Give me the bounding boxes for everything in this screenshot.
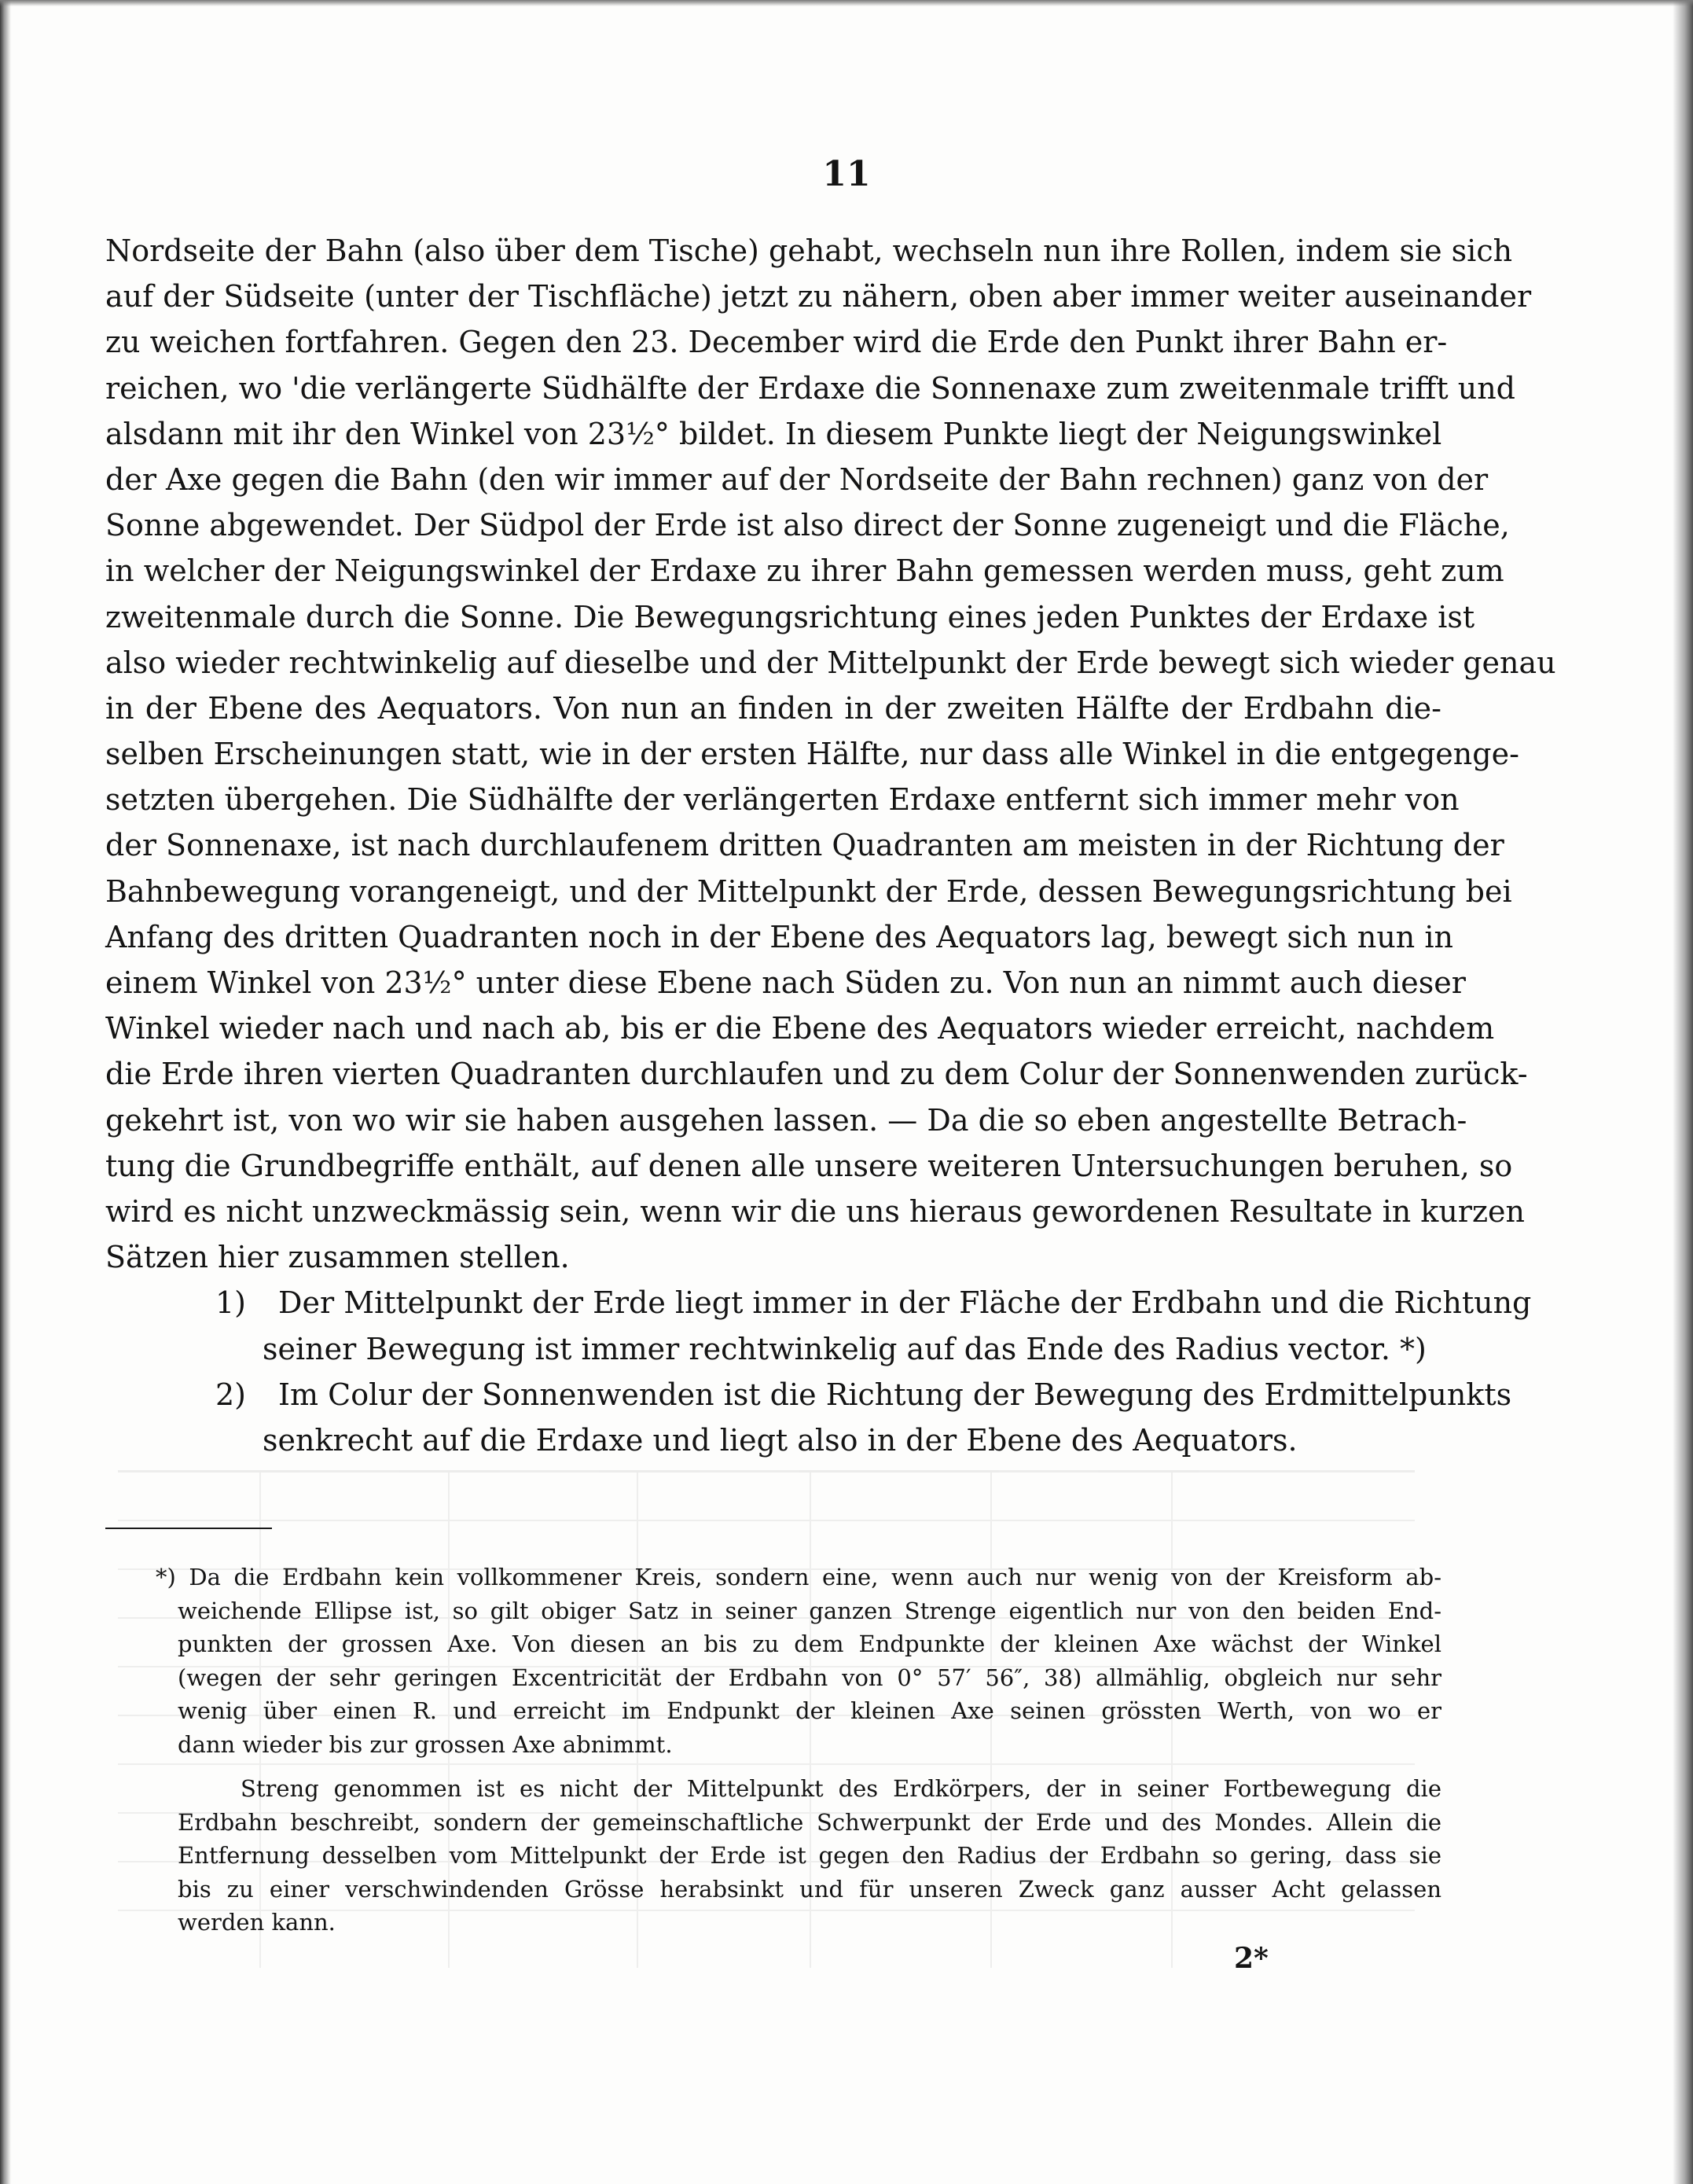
footnote-line: (wegen der sehr geringen Excentricität der Erdbahn von 0° 57′ 56″, 38) allmählig, obgleich nur sehr <box>178 1664 1441 1691</box>
body-line: gekehrt ist, von wo wir sie haben ausgehen lassen. — Da die so eben angestellte Betrach- <box>105 1102 1467 1138</box>
body-line: einem Winkel von 23½° unter diese Ebene nach Süden zu. Von nun an nimmt auch dieser <box>105 965 1466 1000</box>
footnote-line: Erdbahn beschreibt, sondern der gemeinschaftliche Schwerpunkt der Erde und des Mondes. Allein die <box>178 1808 1441 1836</box>
body-line: Sonne abgewendet. Der Südpol der Erde ist also direct der Sonne zugeneigt und die Fläche, <box>105 508 1510 543</box>
body-line: Winkel wieder nach und nach ab, bis er die Ebene des Aequators wieder erreicht, nachdem <box>105 1011 1495 1046</box>
scan-edge-right <box>1673 0 1693 2184</box>
body-line: zu weichen fortfahren. Gegen den 23. December wird die Erde den Punkt ihrer Bahn er- <box>105 325 1448 360</box>
body-line: der Sonnenaxe, ist nach durchlaufenem dritten Quadranten am meisten in der Richtung der <box>105 828 1504 863</box>
list-text: Der Mittelpunkt der Erde liegt immer in der Fläche der Erdbahn und die Richtung <box>278 1285 1532 1321</box>
body-line: auf der Südseite (unter der Tischfläche) jetzt zu nähern, oben aber immer weiter auseinander <box>105 279 1532 314</box>
list-item-2-continued: senkrecht auf die Erdaxe und liegt also in der Ebene des Aequators. <box>263 1422 1298 1458</box>
list-text: Im Colur der Sonnenwenden ist die Richtung der Bewegung des Erdmittelpunkts <box>278 1377 1512 1412</box>
footnote-line: wenig über einen R. und erreicht im Endpunkt der kleinen Axe seinen grössten Werth, von wo er <box>178 1697 1441 1724</box>
list-number: 1) <box>215 1285 247 1321</box>
body-line: reichen, wo 'die verlängerte Südhälfte der Erdaxe die Sonnenaxe zum zweitenmale trifft und <box>105 370 1515 406</box>
body-line: Sätzen hier zusammen stellen. <box>105 1240 570 1275</box>
printer-signature-mark: 2* <box>1234 1942 1269 1975</box>
page-number: 11 <box>822 154 871 194</box>
body-line: Anfang des dritten Quadranten noch in der Ebene des Aequators lag, bewegt sich nun in <box>105 919 1453 954</box>
scan-edge-left <box>0 0 11 2184</box>
body-line: alsdann mit ihr den Winkel von 23½° bildet. In diesem Punkte liegt der Neigungswinkel <box>105 416 1442 451</box>
footnote-line: werden kann. <box>178 1909 336 1936</box>
footnote-line: *) Da die Erdbahn kein vollkommener Kreis, sondern eine, wenn auch nur wenig von der Kreisform ab- <box>156 1564 1441 1590</box>
body-line: in der Ebene des Aequators. Von nun an finden in der zweiten Hälfte der Erdbahn die- <box>105 690 1441 726</box>
footnote-line: Entfernung desselben vom Mittelpunkt der Erde ist gegen den Radius der Erdbahn so gering, dass sie <box>178 1842 1441 1869</box>
body-line: selben Erscheinungen statt, wie in der ersten Hälfte, nur dass alle Winkel in die entgegenge- <box>105 737 1519 772</box>
body-line: in welcher der Neigungswinkel der Erdaxe zu ihrer Bahn gemessen werden muss, geht zum <box>105 553 1504 589</box>
body-line: setzten übergehen. Die Südhälfte der verlängerten Erdaxe entfernt sich immer mehr von <box>105 782 1460 818</box>
list-item-1-continued: seiner Bewegung ist immer rechtwinkelig auf das Ende des Radius vector. *) <box>263 1331 1427 1366</box>
footnote-line: dann wieder bis zur grossen Axe abnimmt. <box>178 1730 673 1758</box>
list-item-2 <box>105 1372 1512 1417</box>
body-line: wird es nicht unzweckmässig sein, wenn wir die uns hieraus gewordenen Resultate in kurzen <box>105 1193 1525 1229</box>
footnote-line: Streng genommen ist es nicht der Mittelpunkt des Erdkörpers, der in seiner Fortbewegung die <box>241 1775 1441 1802</box>
scan-edge-top <box>0 0 1693 6</box>
body-line: zweitenmale durch die Sonne. Die Bewegungsrichtung eines jeden Punktes der Erdaxe ist <box>105 599 1475 634</box>
body-line: die Erde ihren vierten Quadranten durchlaufen und zu dem Colur der Sonnenwenden zurück- <box>105 1057 1528 1092</box>
footnote-line: bis zu einer verschwindenden Grösse herabsinkt und für unseren Zweck ganz ausser Acht gelassen <box>178 1875 1441 1903</box>
list-number: 2) <box>215 1377 247 1412</box>
footnotes <box>105 1561 1441 1939</box>
body-line: Nordseite der Bahn (also über dem Tische) gehabt, wechseln nun ihre Rollen, indem sie sich <box>105 233 1513 268</box>
footnote-line: punkten der grossen Axe. Von diesen an bis zu dem Endpunkte der kleinen Axe wächst der Winkel <box>178 1631 1441 1657</box>
body-line: also wieder rechtwinkelig auf dieselbe und der Mittelpunkt der Erde bewegt sich wieder genau <box>105 645 1556 680</box>
body-line: Bahnbewegung vorangeneigt, und der Mittelpunkt der Erde, dessen Bewegungsrichtung bei <box>105 873 1512 909</box>
list-item-1 <box>105 1280 1532 1325</box>
body-text <box>105 228 1556 1463</box>
footnote-line: weichende Ellipse ist, so gilt obiger Satz in seiner ganzen Strenge eigentlich nur von den beiden End- <box>178 1597 1441 1624</box>
body-line: tung die Grundbegriffe enthält, auf denen alle unsere weiteren Untersuchungen beruhen, so <box>105 1148 1513 1183</box>
footnote-divider <box>105 1528 272 1529</box>
body-line: der Axe gegen die Bahn (den wir immer auf der Nordseite der Bahn rechnen) ganz von der <box>105 461 1489 497</box>
